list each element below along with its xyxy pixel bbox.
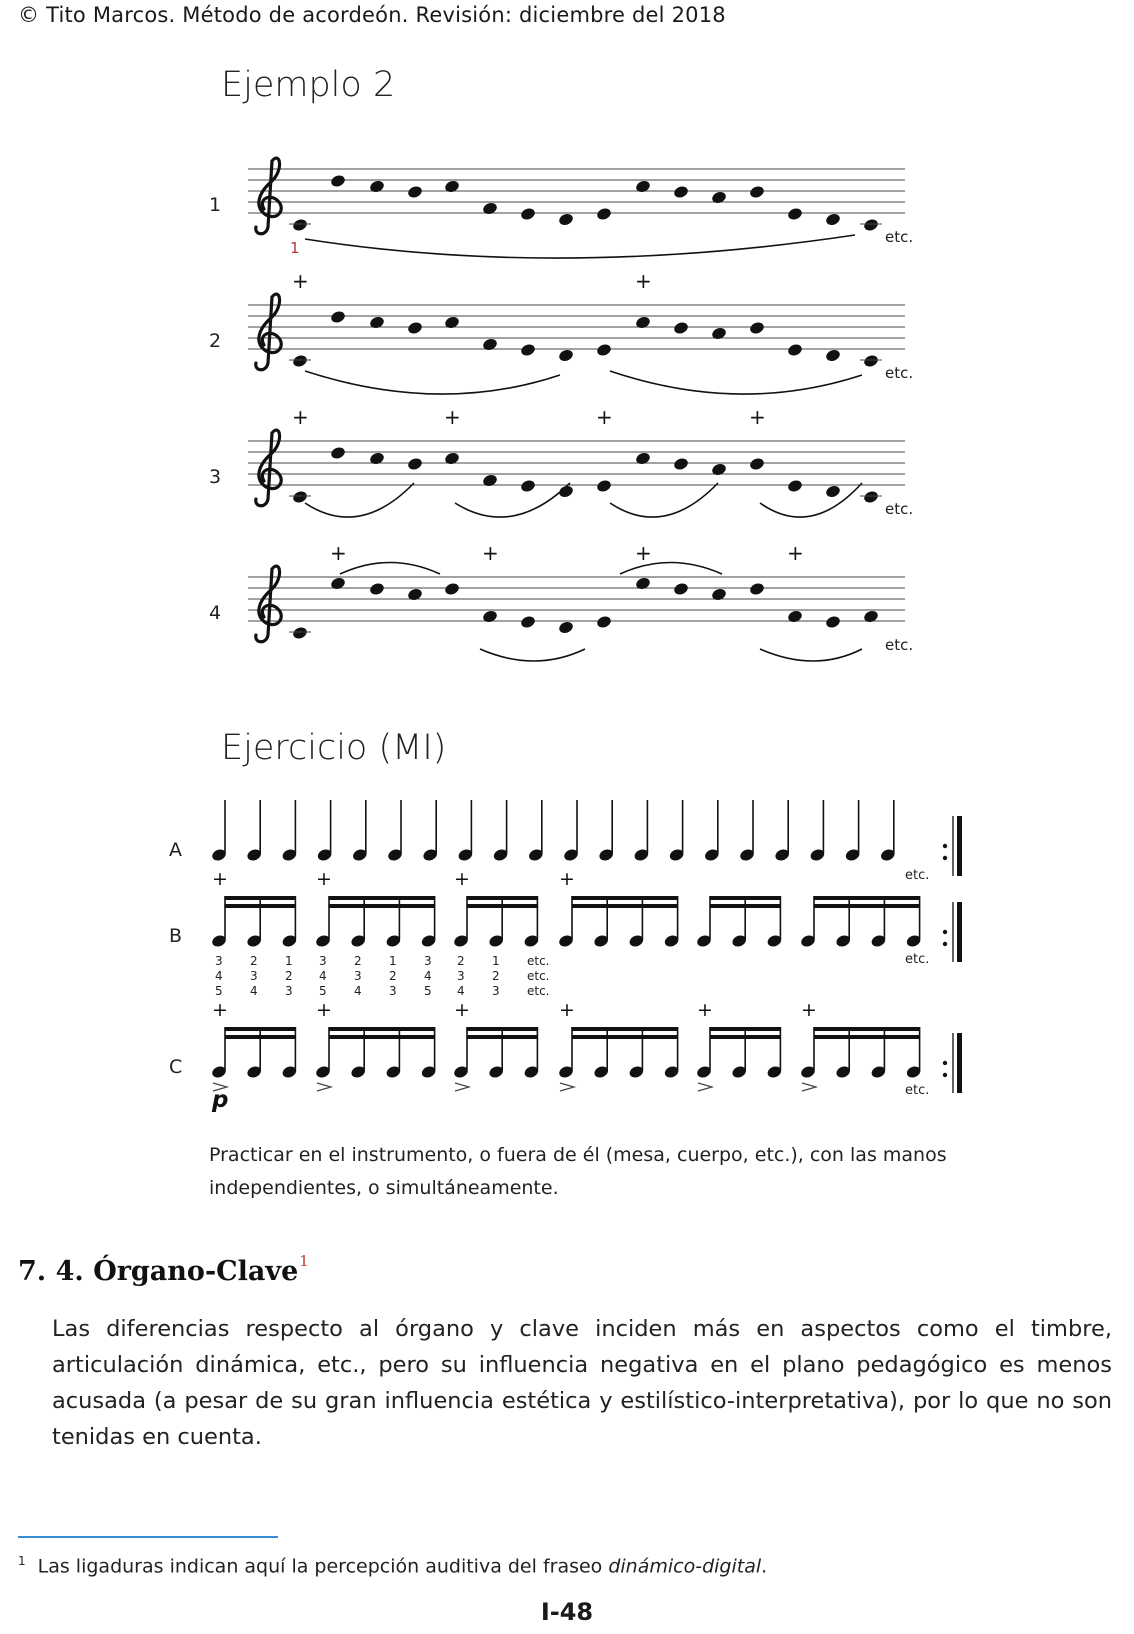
notehead [558, 348, 575, 363]
notehead [292, 218, 309, 233]
repeat-dot [943, 1061, 947, 1065]
beam [467, 896, 537, 900]
beam [814, 1027, 920, 1031]
section-heading [18, 1252, 309, 1287]
notehead [673, 582, 690, 597]
plus-sign: + [635, 541, 652, 565]
slur [305, 483, 414, 517]
notehead [711, 326, 728, 341]
plus-sign: + [454, 999, 470, 1021]
fingering-number: 5 [424, 984, 432, 998]
staff-row [209, 269, 913, 394]
fingering-etc: etc. [527, 969, 550, 983]
etc-label: etc. [905, 1083, 930, 1098]
plus-sign: + [749, 405, 766, 429]
notehead [825, 484, 842, 499]
plus-sign: + [801, 999, 817, 1021]
footnote-ref[interactable]: 1 [299, 1252, 309, 1270]
plus-sign: + [697, 999, 713, 1021]
beam [225, 1035, 295, 1039]
fingering-number: 5 [319, 984, 327, 998]
accent-mark [455, 1083, 469, 1091]
row-label: B [169, 925, 183, 947]
staff-row [209, 158, 913, 258]
notehead [635, 179, 652, 194]
etc-label: etc. [905, 868, 930, 883]
fingering-number: 2 [492, 969, 500, 983]
notehead [749, 582, 766, 597]
beam [329, 896, 435, 900]
staff-number: 3 [209, 466, 222, 488]
fingering-number: 4 [354, 984, 362, 998]
fingering-number: 3 [215, 954, 223, 968]
notehead [407, 321, 424, 336]
plus-sign: + [454, 868, 470, 890]
beam [467, 1027, 537, 1031]
notehead [520, 343, 537, 358]
exercise-row-b [169, 868, 962, 998]
beam [467, 904, 537, 908]
slur [340, 563, 440, 575]
notehead [825, 348, 842, 363]
fingering-number: 3 [389, 984, 397, 998]
slur [305, 235, 855, 258]
fingering-number: 4 [215, 969, 223, 983]
exercise-title: Ejercicio (MI) [221, 728, 447, 768]
notehead [558, 620, 575, 635]
fingering-number: 3 [319, 954, 327, 968]
repeat-dot [943, 856, 947, 860]
notehead [407, 457, 424, 472]
notehead [863, 354, 880, 369]
section-number: 7. 4. [18, 1256, 84, 1287]
notehead [292, 626, 309, 641]
notehead [444, 315, 461, 330]
etc-label: etc. [885, 500, 914, 518]
section-body: Las diferencias respecto al órgano y clave inciden más en aspectos como el timbre, articulación dinámica, etc., pero su influencia negativa en el plano pedagógico es menos acusada (a pesar de su gran influencia estética y estilístico-interpretativa), por lo que no son tenidas en cuenta. [52, 1316, 1112, 1450]
etc-label: etc. [905, 952, 930, 967]
beam [225, 904, 295, 908]
beam [572, 904, 678, 908]
beam [710, 896, 780, 900]
notehead [369, 582, 386, 597]
notehead [596, 615, 613, 630]
notehead [749, 185, 766, 200]
dynamic-piano: p [212, 1087, 229, 1113]
plus-sign: + [482, 541, 499, 565]
notehead [520, 207, 537, 222]
slur [760, 649, 862, 661]
plus-sign: + [212, 999, 228, 1021]
staff-row [209, 541, 913, 661]
plus-sign: + [316, 868, 332, 890]
notehead [863, 490, 880, 505]
exercise-row-c [169, 999, 962, 1113]
notehead [444, 582, 461, 597]
plus-sign: + [596, 405, 613, 429]
notehead [482, 201, 499, 216]
slur [760, 483, 862, 517]
notehead [711, 462, 728, 477]
slur [305, 371, 560, 394]
example-score [0, 0, 1134, 700]
barline-thick [957, 902, 962, 962]
plus-sign: + [292, 405, 309, 429]
beam [225, 896, 295, 900]
plus-sign: + [635, 269, 652, 293]
beam [814, 896, 920, 900]
notehead [444, 451, 461, 466]
accent-mark [317, 1083, 331, 1091]
notehead [330, 446, 347, 461]
beam [710, 1035, 780, 1039]
fingering-number: 4 [250, 984, 258, 998]
notehead [369, 315, 386, 330]
notehead [369, 451, 386, 466]
notehead [596, 343, 613, 358]
beam [467, 1035, 537, 1039]
plus-sign: + [444, 405, 461, 429]
repeat-dot [943, 1073, 947, 1077]
page-number: I-48 [540, 1598, 594, 1626]
slur [480, 649, 585, 661]
notehead [482, 609, 499, 624]
barline-thick [957, 1033, 962, 1093]
footnote-mark: 1 [18, 1554, 26, 1568]
footnote-rule [18, 1536, 278, 1538]
fingering-number: 3 [424, 954, 432, 968]
notehead [863, 218, 880, 233]
beam [329, 904, 435, 908]
notehead [444, 179, 461, 194]
beam [572, 896, 678, 900]
accent-mark [560, 1083, 574, 1091]
beam [710, 904, 780, 908]
notehead [749, 457, 766, 472]
fingering-etc: etc. [527, 954, 550, 968]
notehead [711, 587, 728, 602]
notehead [635, 576, 652, 591]
notehead [787, 609, 804, 624]
notehead [596, 479, 613, 494]
fingering-number: 5 [215, 984, 223, 998]
section-title: Órgano-Clave [93, 1256, 299, 1287]
notehead [711, 190, 728, 205]
plus-sign: + [212, 868, 228, 890]
staff-number: 2 [209, 330, 222, 352]
accent-mark [802, 1083, 816, 1091]
barline-thick [957, 816, 962, 876]
fingering-number: 4 [424, 969, 432, 983]
notehead [596, 207, 613, 222]
accent-mark [698, 1083, 712, 1091]
repeat-dot [943, 844, 947, 848]
fingering-number: 4 [319, 969, 327, 983]
notehead [482, 473, 499, 488]
footnote-end: . [761, 1555, 768, 1578]
etc-label: etc. [885, 636, 914, 654]
beam [225, 1027, 295, 1031]
notehead [330, 174, 347, 189]
beam [572, 1035, 678, 1039]
fingering-number: 1 [492, 954, 500, 968]
fingering-number: 2 [250, 954, 258, 968]
notehead [825, 615, 842, 630]
beam [814, 904, 920, 908]
footnote-italic: dinámico-digital [608, 1555, 762, 1578]
fingering-number: 2 [457, 954, 465, 968]
repeat-dot [943, 942, 947, 946]
notehead [558, 212, 575, 227]
example-title: Ejemplo 2 [221, 65, 396, 105]
notehead [407, 185, 424, 200]
slur [455, 483, 570, 517]
fingering-number: 3 [354, 969, 362, 983]
fingering-number: 1 [389, 954, 397, 968]
notehead [407, 587, 424, 602]
staff-number: 1 [209, 194, 222, 216]
row-label: A [169, 839, 182, 861]
fingering-number: 2 [354, 954, 362, 968]
fingering-number: 1 [290, 239, 300, 257]
slur [610, 483, 718, 517]
plus-sign: + [559, 999, 575, 1021]
fingering-number: 1 [285, 954, 293, 968]
plus-sign: + [292, 269, 309, 293]
beam [814, 1035, 920, 1039]
beam [710, 1027, 780, 1031]
plus-sign: + [330, 541, 347, 565]
practice-instructions: Practicar en el instrumento, o fuera de él (mesa, cuerpo, etc.), con las manos independientes, o simultáneamente. [209, 1144, 947, 1199]
notehead [863, 609, 880, 624]
fingering-number: 3 [285, 984, 293, 998]
notehead [330, 576, 347, 591]
notehead [292, 354, 309, 369]
notehead [520, 615, 537, 630]
notehead [825, 212, 842, 227]
notehead [673, 457, 690, 472]
notehead [520, 479, 537, 494]
staff-row [209, 405, 913, 518]
repeat-dot [943, 930, 947, 934]
staff-number: 4 [209, 602, 222, 624]
beam [329, 1027, 435, 1031]
fingering-number: 4 [457, 984, 465, 998]
fingering-number: 3 [250, 969, 258, 983]
notehead [292, 490, 309, 505]
plus-sign: + [316, 999, 332, 1021]
etc-label: etc. [885, 228, 914, 246]
notehead [635, 451, 652, 466]
fingering-number: 3 [457, 969, 465, 983]
fingering-number: 2 [389, 969, 397, 983]
notehead [787, 207, 804, 222]
etc-label: etc. [885, 364, 914, 382]
fingering-number: 2 [285, 969, 293, 983]
notehead [787, 343, 804, 358]
notehead [749, 321, 766, 336]
plus-sign: + [787, 541, 804, 565]
notehead [330, 310, 347, 325]
plus-sign: + [559, 868, 575, 890]
fingering-number: 3 [492, 984, 500, 998]
page-header: © Tito Marcos. Método de acordeón. Revisión: diciembre del 2018 [18, 3, 726, 27]
exercise-rhythm [0, 800, 1134, 1120]
beam [572, 1027, 678, 1031]
fingering-etc: etc. [527, 984, 550, 998]
footnote-text: Las ligaduras indican aquí la percepción auditiva del fraseo [37, 1555, 609, 1578]
notehead [635, 315, 652, 330]
beam [329, 1035, 435, 1039]
notehead [482, 337, 499, 352]
row-label: C [169, 1056, 183, 1078]
notehead [369, 179, 386, 194]
notehead [673, 321, 690, 336]
footnote [18, 1554, 767, 1577]
notehead [787, 479, 804, 494]
notehead [673, 185, 690, 200]
slur [610, 371, 862, 394]
